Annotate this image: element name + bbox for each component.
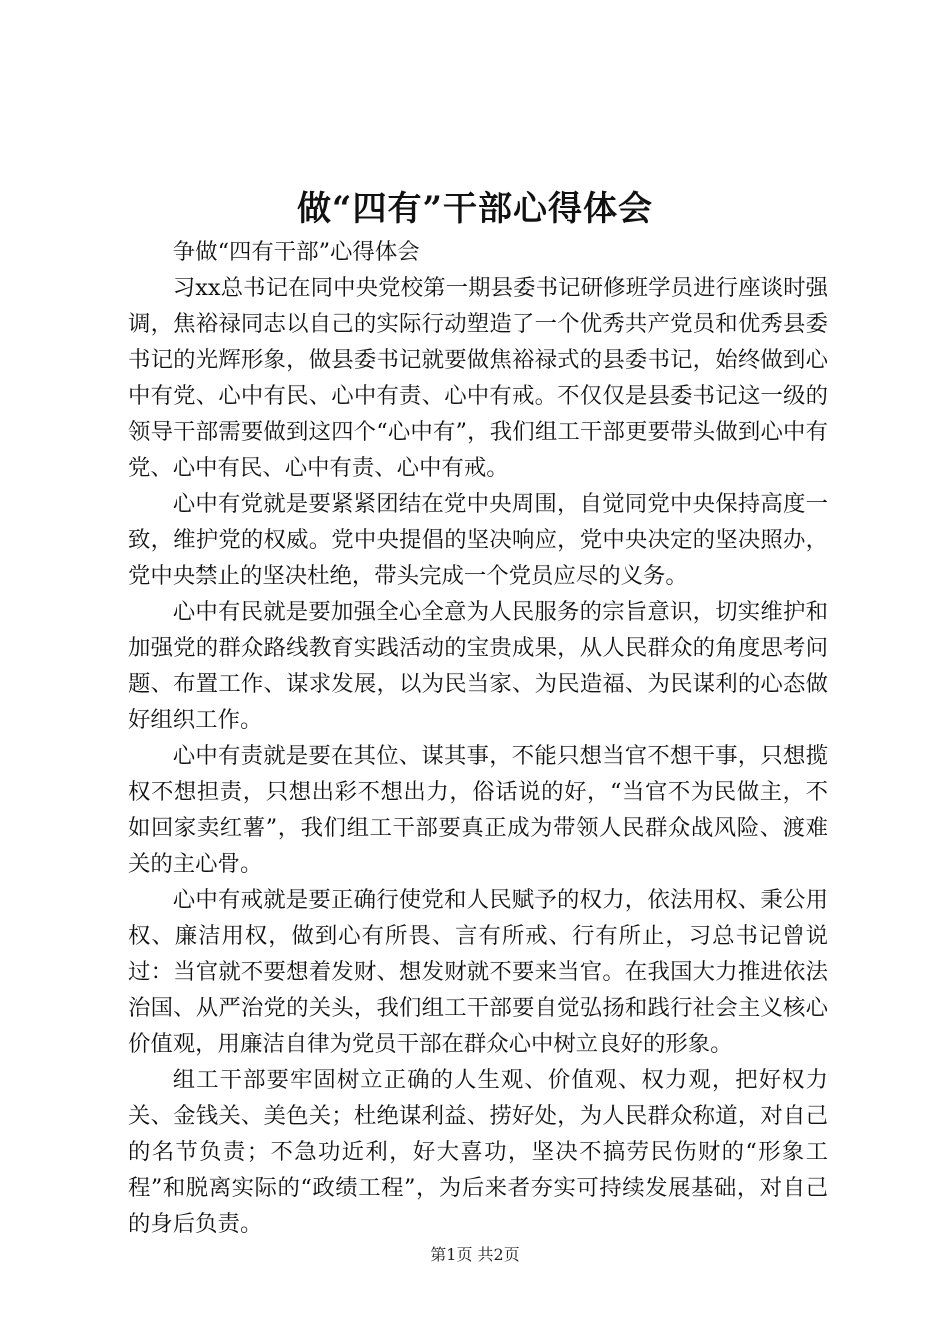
paragraph-2: 心中有党就是要紧紧团结在党中央周围，自觉同党中央保持高度一致，维护党的权威。党中央提倡的坚决响应，党中央决定的坚决照办，党中央禁止的坚决杜绝，带头完成一个党员应尽的义务。 bbox=[128, 491, 828, 589]
paragraph-3: 心中有民就是要加强全心全意为人民服务的宗旨意识，切实维护和加强党的群众路线教育实践活动的宝贵成果，从人民群众的角度思考问题、布置工作、谋求发展，以为民当家、为民造福、为民谋利的心态做好组织工作。 bbox=[128, 599, 828, 733]
document-title: 做“四有”干部心得体会 bbox=[296, 189, 654, 229]
paragraph-6: 组工干部要牢固树立正确的人生观、价值观、权力观，把好权力关、金钱关、美色关；杜绝谋利益、捞好处，为人民群众称道，对自己的名节负责；不急功近利，好大喜功，坚决不搞劳民伤财的“形象工程”和脱离实际的“政绩工程”，为后来者夯实可持续发展基础，对自己的身后负责。 bbox=[128, 1067, 828, 1237]
paragraph-1: 习xx总书记在同中央党校第一期县委书记研修班学员进行座谈时强调，焦裕禄同志以自己的实际行动塑造了一个优秀共产党员和优秀县委书记的光辉形象，做县委书记就要做焦裕禄式的县委书记，始终做到心中有党、心中有民、心中有责、心中有戒。不仅仅是县委书记这一级的领导干部需要做到这四个“心中有”，我们组工干部更要带头做到心中有党、心中有民、心中有责、心中有戒。 bbox=[128, 275, 828, 481]
paragraph-4: 心中有责就是要在其位、谋其事，不能只想当官不想干事，只想揽权不想担责，只想出彩不想出力，俗话说的好，“当官不为民做主，不如回家卖红薯”，我们组工干部要真正成为带领人民群众战风险、渡难关的主心骨。 bbox=[128, 743, 828, 877]
document-subtitle: 争做“四有干部”心得体会 bbox=[172, 239, 420, 265]
paragraph-5: 心中有戒就是要正确行使党和人民赋予的权力，依法用权、秉公用权、廉洁用权，做到心有所畏、言有所戒、行有所止，习总书记曾说过：当官就不要想着发财、想发财就不要来当官。在我国大力推进依法治国、从严治党的关头，我们组工干部要自觉弘扬和践行社会主义核心价值观，用廉洁自律为党员干部在群众心中树立良好的形象。 bbox=[128, 887, 828, 1057]
document-body bbox=[128, 234, 828, 1242]
page-footer: 第1页 共2页 bbox=[430, 1245, 520, 1264]
